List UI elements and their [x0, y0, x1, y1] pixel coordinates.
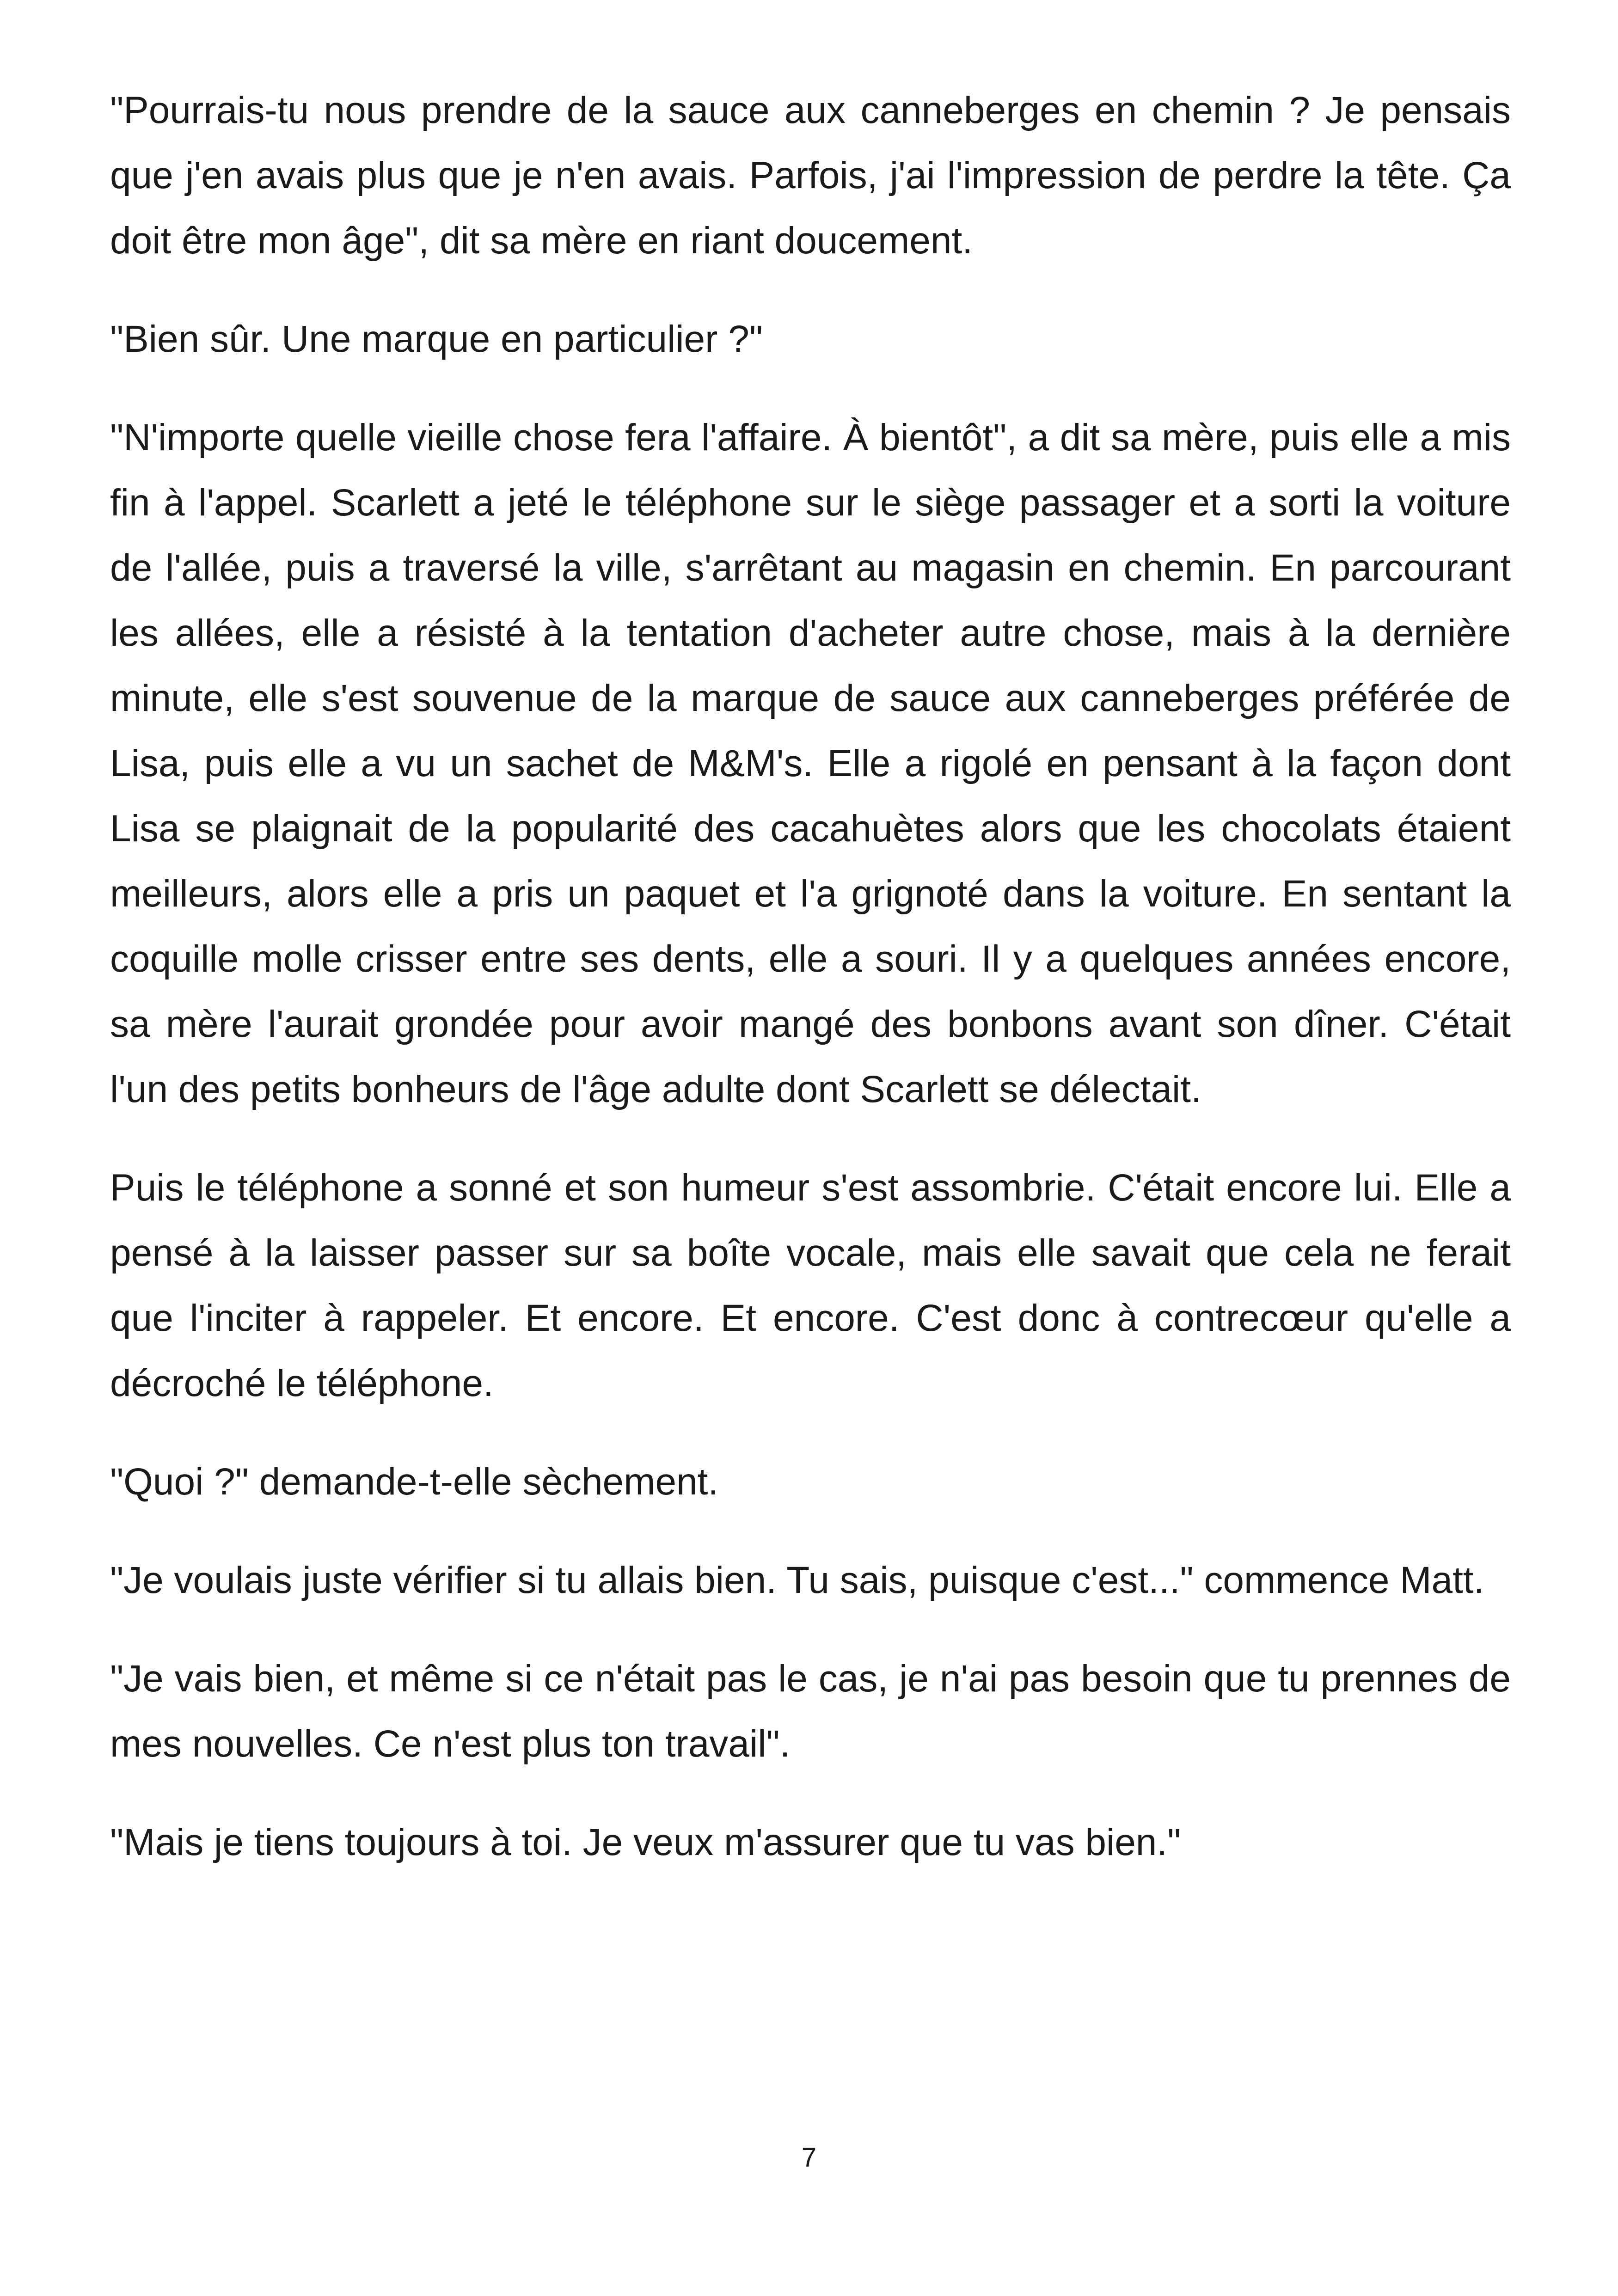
paragraph-6: "Je voulais juste vérifier si tu allais bien. Tu sais, puisque c'est..." commence Matt.: [110, 1559, 1484, 1601]
paragraph-2: "Bien sûr. Une marque en particulier ?": [110, 318, 763, 360]
paragraph-3: "N'importe quelle vieille chose fera l'affaire. À bientôt", a dit sa mère, puis elle a mis fin à l'appel. Scarlett a jeté le téléphone sur le siège passager et a sorti la voiture de l'allée, puis a traversé la ville, s'arrêtant au magasin en chemin. En parcourant les allées, elle a résisté à la tentation d'acheter autre chose, mais à la dernière minute, elle s'est souvenue de la marque de sauce aux canneberges préférée de Lisa, puis elle a vu un sachet de M&M's. Elle a rigolé en pensant à la façon dont Lisa se plaignait de la popularité des cacahuètes alors que les chocolats étaient meilleurs, alors elle a pris un paquet et l'a grignoté dans la voiture. En sentant la coquille molle crisser entre ses dents, elle a souri. Il y a quelques années encore, sa mère l'aurait grondée pour avoir mangé des bonbons avant son dîner. C'était l'un des petits bonheurs de l'âge adulte dont Scarlett se délectait.: [110, 416, 1511, 1110]
paragraph-5: "Quoi ?" demande-t-elle sèchement.: [110, 1461, 719, 1503]
page-number: 7: [801, 2143, 817, 2173]
paragraph-8: "Mais je tiens toujours à toi. Je veux m'assurer que tu vas bien.": [110, 1821, 1181, 1863]
paragraph-7: "Je vais bien, et même si ce n'était pas le cas, je n'ai pas besoin que tu prennes de mes nouvelles. Ce n'est plus ton travail".: [110, 1658, 1511, 1765]
paragraph-1: "Pourrais-tu nous prendre de la sauce aux canneberges en chemin ? Je pensais que j'en avais plus que je n'en avais. Parfois, j'ai l'impression de perdre la tête. Ça doit être mon âge", dit sa mère en riant doucement.: [110, 89, 1511, 262]
page-body: [110, 78, 1511, 1908]
paragraph-4: Puis le téléphone a sonné et son humeur s'est assombrie. C'était encore lui. Elle a pensé à la laisser passer sur sa boîte vocale, mais elle savait que cela ne ferait que l'inciter à rappeler. Et encore. Et encore. C'est donc à contrecœur qu'elle a décroché le téléphone.: [110, 1167, 1511, 1404]
